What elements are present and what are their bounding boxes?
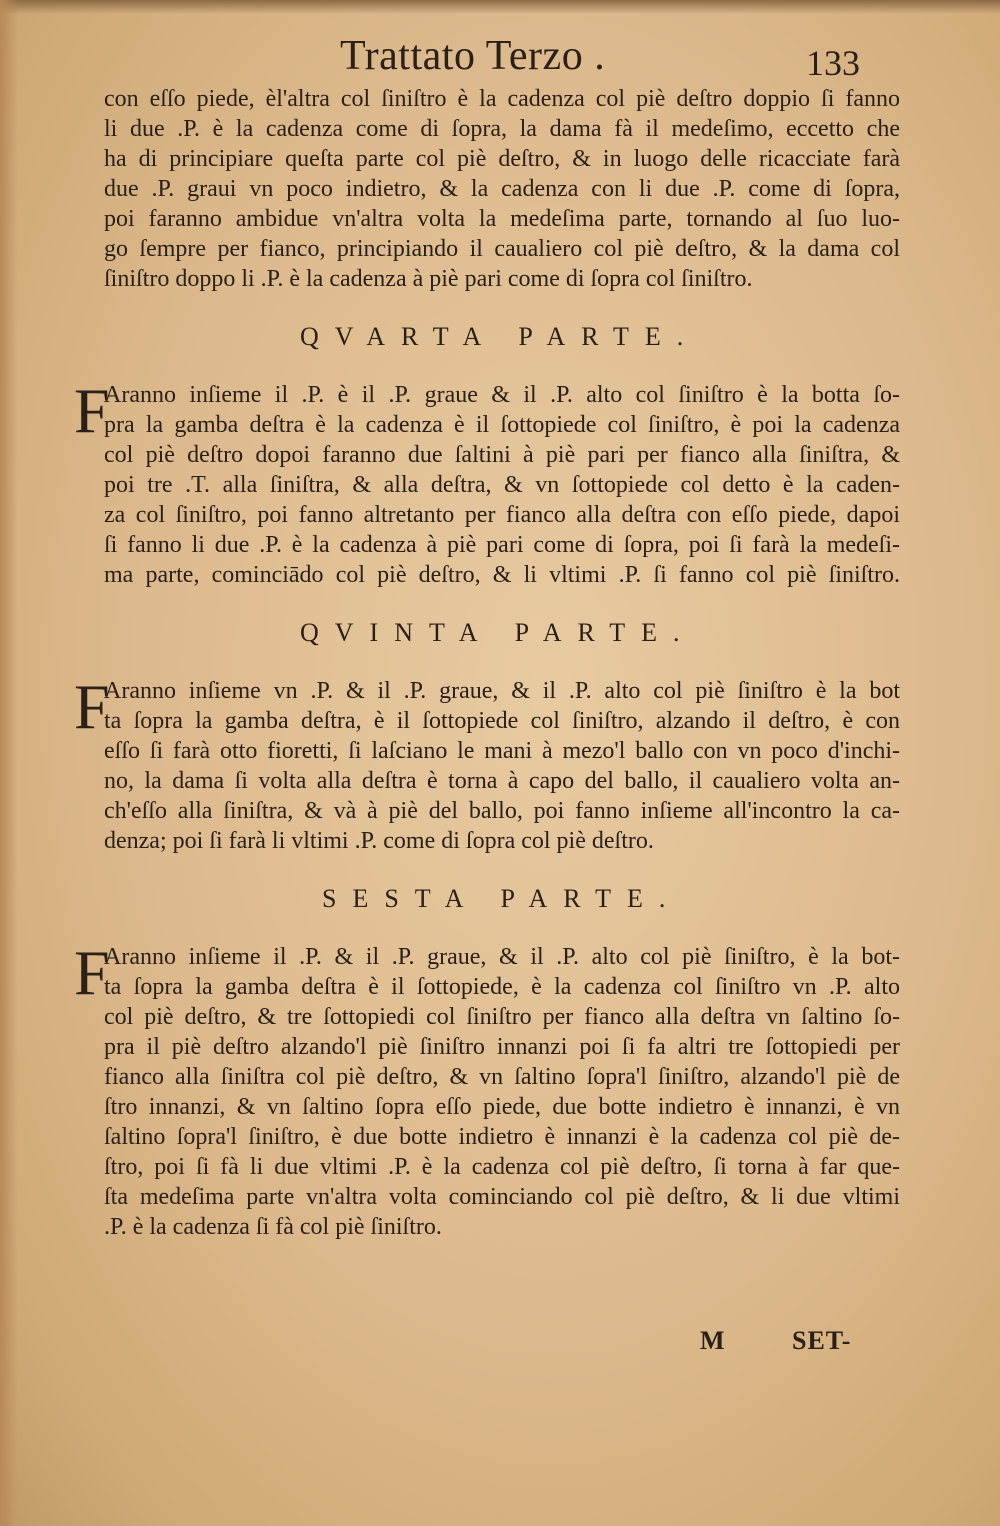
section-paragraph-sesta (74, 937, 900, 1242)
text-line: poi tre .T. alla ſiniſtra, & alla deſtra, & vn ſottopiede col detto è la caden- (104, 472, 900, 498)
signature-mark: M (700, 1326, 725, 1355)
page-number: 133 (806, 43, 860, 83)
text-line: poi faranno ambidue vn'altra volta la medeſima parte, tornando al ſuo luo- (104, 206, 900, 232)
text-line: go ſempre per fianco, principiando il caualiero col piè deſtro, & la dama col (104, 236, 900, 262)
text-line: ha di principiare queſta parte col piè deſtro, & in luogo delle ricacciate farà (104, 146, 900, 172)
text-line: pra il piè deſtro alzando'l piè ſiniſtro innanzi poi ſi fa altri tre ſottopiedi per (104, 1034, 900, 1060)
text-line: con eſſo piede, èl'altra col ſiniſtro è la cadenza col piè deſtro doppio ſi fanno (104, 86, 900, 112)
text-line: no, la dama ſi volta alla deſtra è torna à capo del ballo, il caualiero volta an- (104, 768, 900, 794)
text-line: ſta medeſima parte vn'altra volta cominciando col piè deſtro, & li due vltimi (104, 1184, 900, 1210)
section-heading-quarta: QVARTA PARTE. (300, 322, 700, 351)
text-line: ſaltino ſopra'l ſiniſtro, è due botte indietro è innanzi è la cadenza col piè de- (104, 1124, 900, 1150)
text-line: col piè deſtro, & tre ſottopiedi col ſiniſtro per fianco alla deſtra vn ſaltino ſo- (104, 1004, 900, 1030)
text-line: fianco alla ſiniſtra col piè deſtro, & vn ſaltino ſopra'l ſiniſtro, alzando'l piè de (104, 1064, 900, 1090)
text-line: li due .P. è la cadenza come di ſopra, la dama fà il medeſimo, eccetto che (104, 116, 900, 142)
text-line: due .P. graui vn poco indietro, & la cadenza con li due .P. come di ſopra, (104, 176, 900, 202)
drop-cap-initial: F (74, 937, 110, 1008)
text-line: ma parte, cominciādo col piè deſtro, & li vltimi .P. ſi fanno col piè ſiniſtro. (104, 562, 900, 588)
running-title: Trattato Terzo . (340, 33, 606, 79)
text-line: ta ſopra la gamba deſtra è il ſottopiede, è la cadenza col ſiniſtro vn .P. alto (104, 974, 900, 1000)
page-edge-shadow-top (0, 0, 1000, 14)
page-edge-shadow-left (0, 0, 18, 1526)
text-line: eſſo ſi farà otto fioretti, ſi laſciano le mani à mezo'l ballo con vn poco d'inchi- (104, 738, 900, 764)
text-line: ſtro, poi ſi fà li due vltimi .P. è la cadenza col piè deſtro, ſi torna à far que- (104, 1154, 900, 1180)
catchword: SET- (792, 1326, 852, 1355)
running-head (0, 28, 1000, 88)
text-line: ch'eſſo alla ſiniſtra, & và à piè del ballo, poi fanno inſieme all'incontro la ca- (104, 798, 900, 824)
text-line: za col ſiniſtro, poi fanno altretanto per fianco alla deſtra con eſſo piede, dapoi (104, 502, 900, 528)
text-line: ta ſopra la gamba deſtra, è il ſottopiede col ſiniſtro, alzando il deſtro, è con (104, 708, 900, 734)
text-line: Aranno inſieme vn .P. & il .P. graue, & il .P. alto col piè ſiniſtro è la bot (104, 678, 900, 704)
section-paragraph-quarta (74, 375, 900, 590)
text-line: Aranno inſieme il .P. & il .P. graue, & il .P. alto col piè ſiniſtro, è la bot- (104, 944, 900, 970)
page-footer (0, 1326, 1000, 1366)
text-line: ſiniſtro doppo li .P. è la cadenza à piè pari come di ſopra col ſiniſtro. (104, 266, 753, 292)
text-line: ſtro innanzi, & vn ſaltino ſopra eſſo piede, due botte indietro è innanzi, è vn (104, 1094, 900, 1120)
section-paragraph-quinta (74, 671, 900, 856)
drop-cap-initial: F (74, 671, 110, 742)
text-line: denza; poi ſi farà li vltimi .P. come di ſopra col piè deſtro. (104, 828, 654, 854)
drop-cap-initial: F (74, 375, 110, 446)
section-heading-sesta: SESTA PARTE. (322, 884, 682, 913)
text-line: Aranno inſieme il .P. è il .P. graue & il .P. alto col ſiniſtro è la botta ſo- (104, 382, 900, 408)
section-heading-quinta: QVINTA PARTE. (300, 618, 696, 647)
text-line: pra la gamba deſtra è la cadenza è il ſottopiede col ſiniſtro, è poi la cadenza (104, 412, 900, 438)
text-line: col piè deſtro dopoi faranno due ſaltini à piè pari per fianco alla ſiniſtra, & (104, 442, 900, 468)
text-line: .P. è la cadenza ſi fà col piè ſiniſtro. (104, 1214, 442, 1240)
text-line: ſi fanno li due .P. è la cadenza à piè pari come di ſopra, poi ſi farà la medeſi- (104, 532, 900, 558)
intro-paragraph (104, 84, 900, 294)
